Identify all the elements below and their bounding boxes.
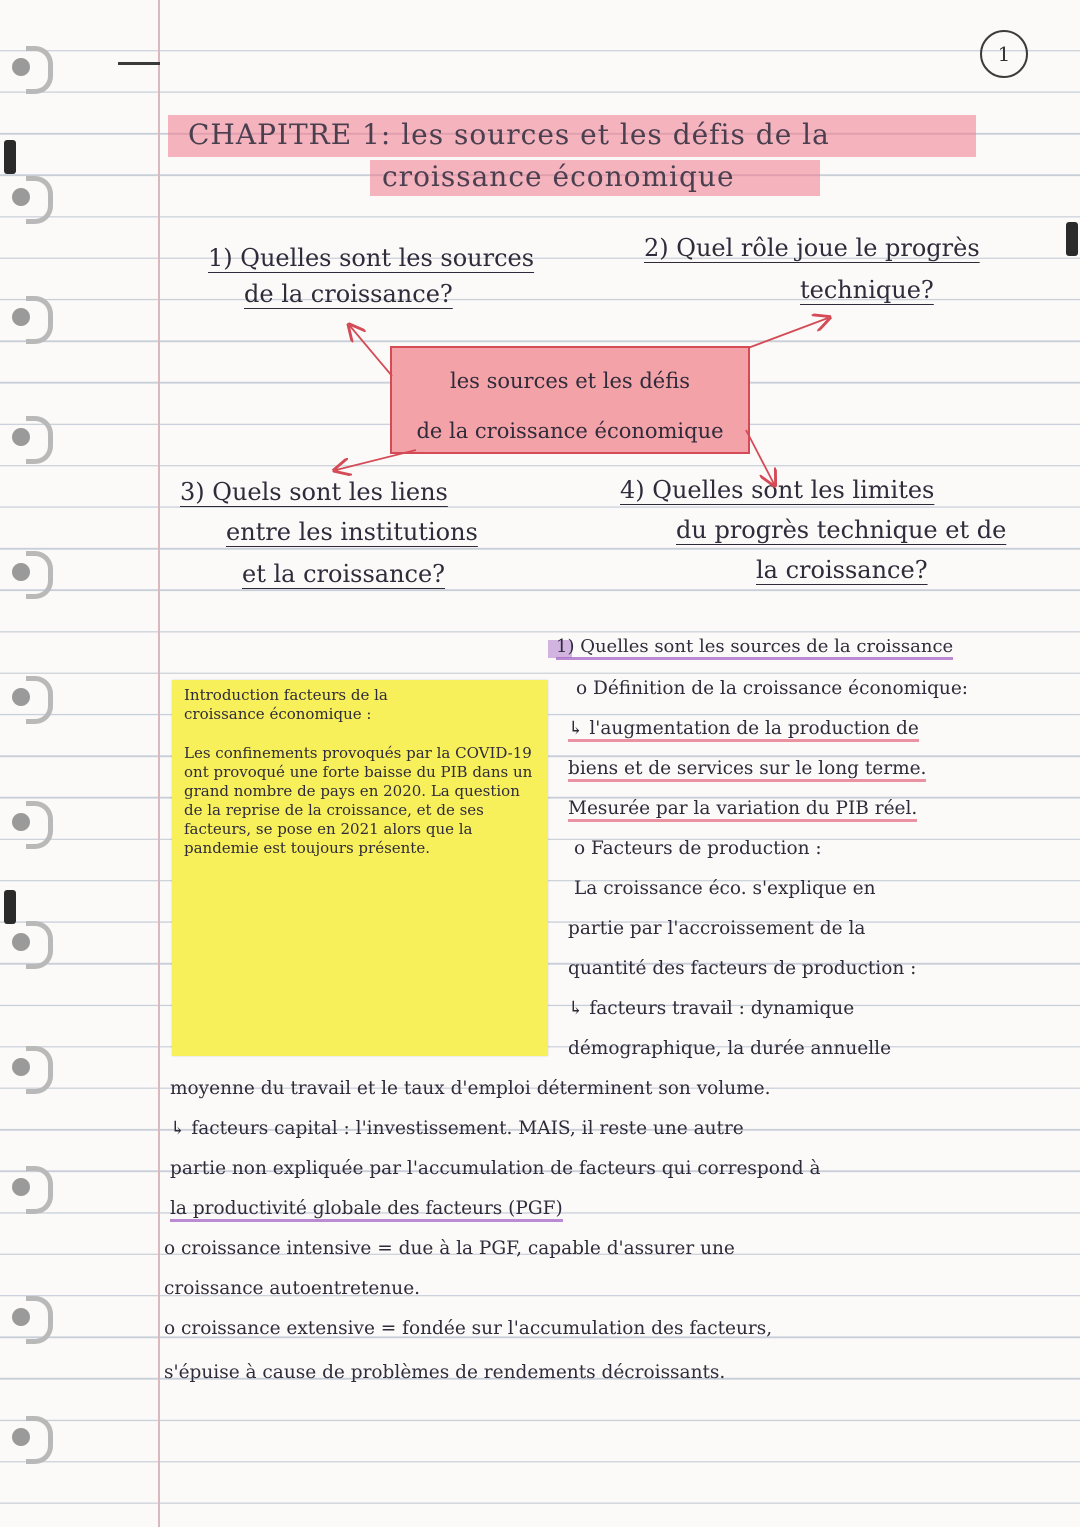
note-line: moyenne du travail et le taux d'emploi déterminent son volume. bbox=[170, 1078, 771, 1099]
note-line: ↳ l'augmentation de la production de bbox=[568, 718, 919, 742]
question-1: 1) Quelles sont les sources bbox=[208, 244, 535, 272]
binder-ring bbox=[0, 1410, 56, 1470]
note-line: o Facteurs de production : bbox=[574, 838, 822, 859]
question-3: 3) Quels sont les liens bbox=[180, 478, 448, 506]
arrow-to-q3 bbox=[336, 450, 416, 470]
note-line: Mesurée par la variation du PIB réel. bbox=[568, 798, 917, 822]
note-line: la productivité globale des facteurs (PGF) bbox=[170, 1198, 563, 1222]
chapter-title-line1: CHAPITRE 1: les sources et les défis de la bbox=[188, 118, 830, 151]
note-line: partie par l'accroissement de la bbox=[568, 918, 866, 939]
note-line: démographique, la durée annuelle bbox=[568, 1038, 892, 1059]
binder-ring bbox=[0, 1290, 56, 1350]
question-4-line2: du progrès technique et de bbox=[676, 516, 1007, 544]
note-line: ↳ facteurs capital : l'investissement. MAIS, il reste une autre bbox=[170, 1118, 744, 1139]
question-4: 4) Quelles sont les limites bbox=[620, 476, 935, 504]
binder-ring bbox=[0, 795, 56, 855]
question-3-line2: entre les institutions bbox=[226, 518, 478, 546]
question-4-line3: la croissance? bbox=[756, 556, 928, 584]
chapter-title-line2: croissance économique bbox=[382, 160, 735, 193]
page-number: 1 bbox=[980, 30, 1028, 78]
note-line: partie non expliquée par l'accumulation de facteurs qui correspond à bbox=[170, 1158, 821, 1179]
sticky-body: Les confinements provoqués par la COVID-19 ont provoqué une forte baisse du PIB dans un grand nombre de pays en 2020. La question de la reprise de la croissance, et de ses facteurs, se pose en 2021 alors que la pandemie est toujours présente. bbox=[184, 744, 533, 857]
note-line: o croissance intensive = due à la PGF, capable d'assurer une bbox=[164, 1238, 735, 1259]
question-2-line2: technique? bbox=[800, 276, 934, 304]
section-heading: 1) Quelles sont les sources de la croissance bbox=[556, 636, 953, 660]
arrow-to-q1 bbox=[350, 326, 392, 376]
arrow-to-q4 bbox=[746, 430, 774, 484]
center-line1: les sources et les défis bbox=[449, 369, 690, 393]
note-line: s'épuise à cause de problèmes de rendements décroissants. bbox=[164, 1362, 726, 1383]
note-line: croissance autoentretenue. bbox=[164, 1278, 421, 1299]
note-line: La croissance éco. s'explique en bbox=[574, 878, 876, 899]
binder-ring bbox=[0, 915, 56, 975]
sticky-note bbox=[172, 680, 548, 1056]
binder-ring bbox=[0, 1040, 56, 1100]
binder-tab bbox=[4, 890, 16, 924]
note-line: ↳ facteurs travail : dynamique bbox=[568, 998, 855, 1019]
arrow-to-q2 bbox=[748, 318, 828, 348]
note-line: o Définition de la croissance économique: bbox=[576, 678, 969, 699]
note-line: o croissance extensive = fondée sur l'accumulation des facteurs, bbox=[164, 1318, 773, 1339]
center-line2: de la croissance économique bbox=[416, 419, 724, 443]
note-line: biens et de services sur le long terme. bbox=[568, 758, 926, 782]
question-3-line3: et la croissance? bbox=[242, 560, 446, 588]
binder-ring bbox=[0, 1160, 56, 1220]
sticky-title-line1: Introduction facteurs de la bbox=[184, 686, 388, 704]
sticky-title-line2: croissance économique : bbox=[184, 705, 372, 723]
question-1-line2: de la croissance? bbox=[244, 280, 453, 308]
question-2: 2) Quel rôle joue le progrès bbox=[644, 234, 980, 262]
mindmap-arrows bbox=[0, 0, 1080, 700]
note-line: quantité des facteurs de production : bbox=[568, 958, 917, 979]
